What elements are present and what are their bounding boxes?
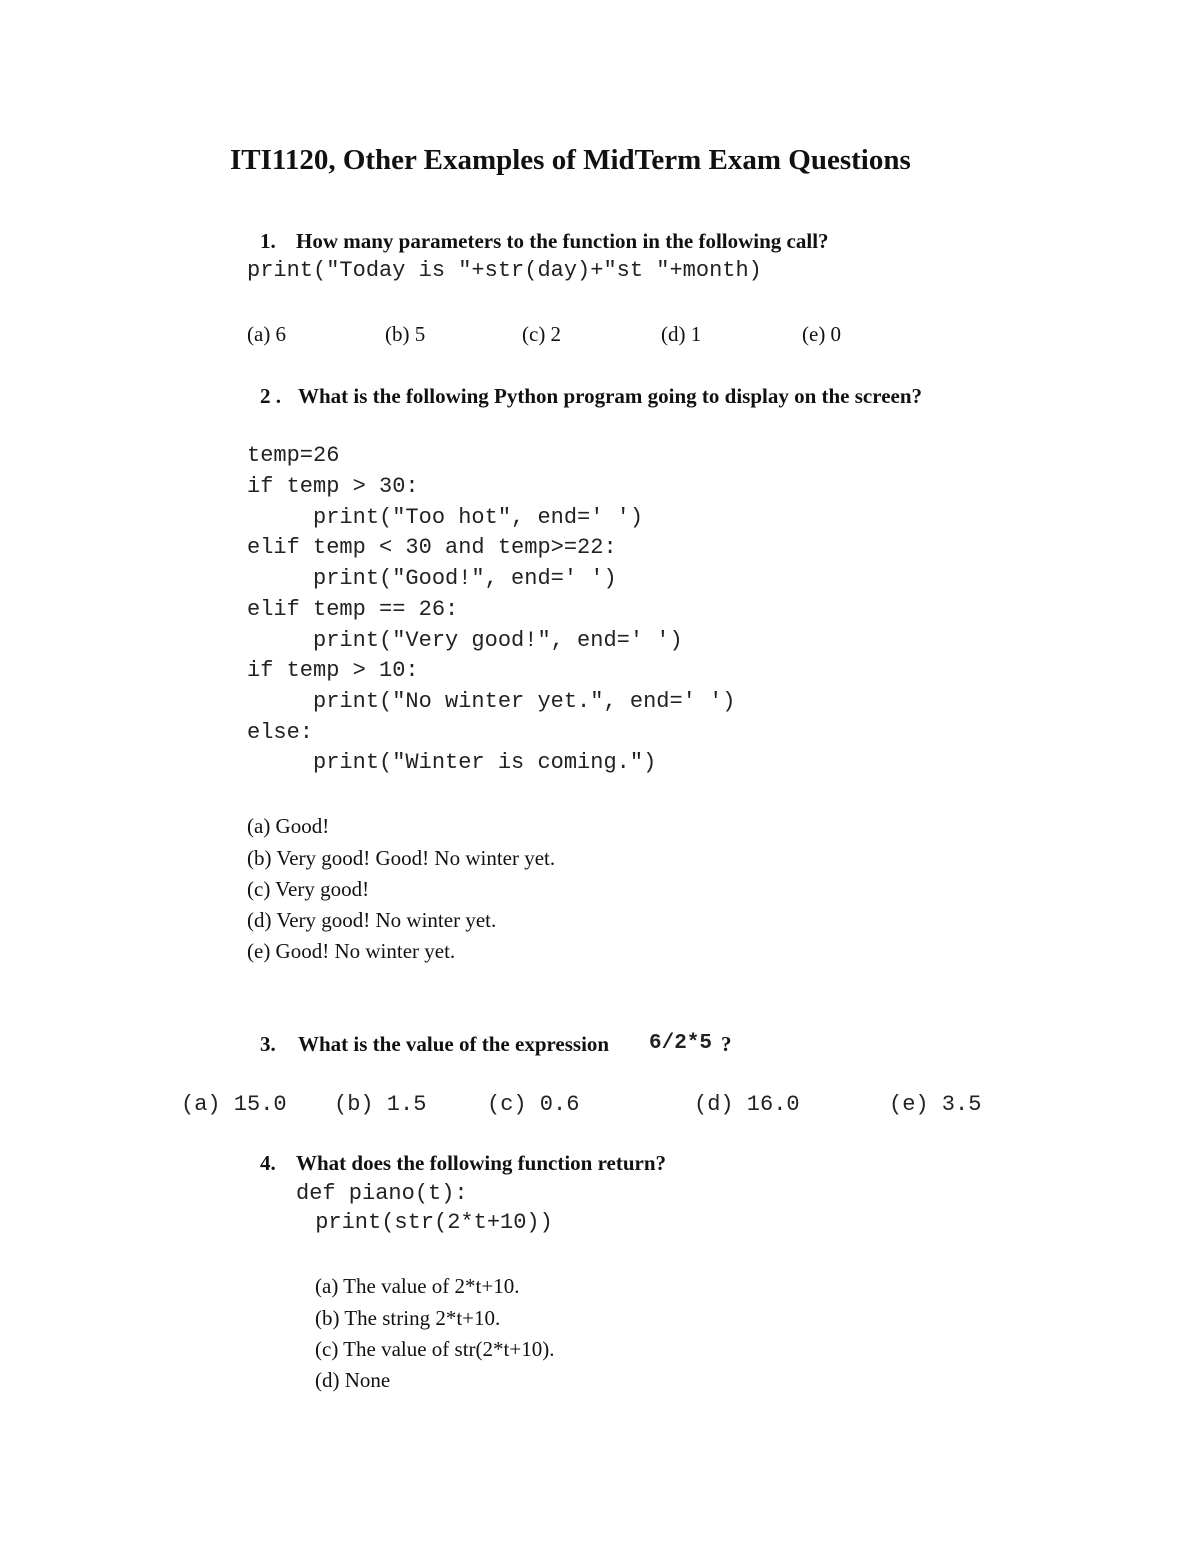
q2-code-line: print("Too hot", end=' ') [247,505,644,530]
q4-option-c: (c) The value of str(2*t+10). [315,1337,555,1361]
q1-code: print("Today is "+str(day)+"st "+month) [247,258,762,283]
q2-code-line: elif temp < 30 and temp>=22: [247,535,617,560]
q1-option-a: (a) 6 [247,322,287,346]
q4-option-b: (b) The string 2*t+10. [315,1306,501,1330]
q4-code-line: def piano(t): [296,1181,468,1206]
q2-code-line: print("Very good!", end=' ') [247,628,683,653]
q3-option-c: (c) 0.6 [487,1092,580,1117]
q3-option-e: (e) 3.5 [889,1092,982,1117]
q2-text: What is the following Python program going to display on the screen? [298,384,923,408]
q2-option-a: (a) Good! [247,814,330,838]
q3-option-d: (d) 16.0 [694,1092,800,1117]
q1-option-b: (b) 5 [385,322,426,346]
q2-code-line: temp=26 [247,443,340,468]
q4-option-d: (d) None [315,1368,391,1392]
q3-option-a: (a) 15.0 [181,1092,287,1117]
q1-option-e: (e) 0 [802,322,842,346]
q2-code-line: elif temp == 26: [247,597,459,622]
q3-expression: 6/2*5 [649,1032,713,1055]
page-title: ITI1120, Other Examples of MidTerm Exam Questions [230,144,911,176]
q1-number: 1. [260,229,276,253]
q4-number: 4. [260,1151,276,1175]
q3-question-mark: ? [721,1032,732,1056]
q3-option-b: (b) 1.5 [334,1092,427,1117]
q2-code-line: if temp > 10: [247,658,419,683]
q3-text: What is the value of the expression [298,1032,610,1056]
q4-text: What does the following function return? [296,1151,667,1175]
q2-option-d: (d) Very good! No winter yet. [247,908,497,932]
q2-code-line: print("No winter yet.", end=' ') [247,689,736,714]
q2-option-c: (c) Very good! [247,877,370,901]
q2-number: 2 . [260,384,281,408]
q2-option-b: (b) Very good! Good! No winter yet. [247,846,556,870]
q4-code-line: print(str(2*t+10)) [302,1210,553,1235]
q2-option-e: (e) Good! No winter yet. [247,939,456,963]
q2-code-line: print("Good!", end=' ') [247,566,617,591]
q2-code-line: else: [247,720,314,745]
q3-number: 3. [260,1032,276,1056]
q1-text: How many parameters to the function in the following call? [296,229,829,253]
q1-option-d: (d) 1 [661,322,702,346]
q2-code-line: print("Winter is coming.") [247,750,657,775]
q4-option-a: (a) The value of 2*t+10. [315,1274,520,1298]
q1-option-c: (c) 2 [522,322,562,346]
q2-code-line: if temp > 30: [247,474,419,499]
